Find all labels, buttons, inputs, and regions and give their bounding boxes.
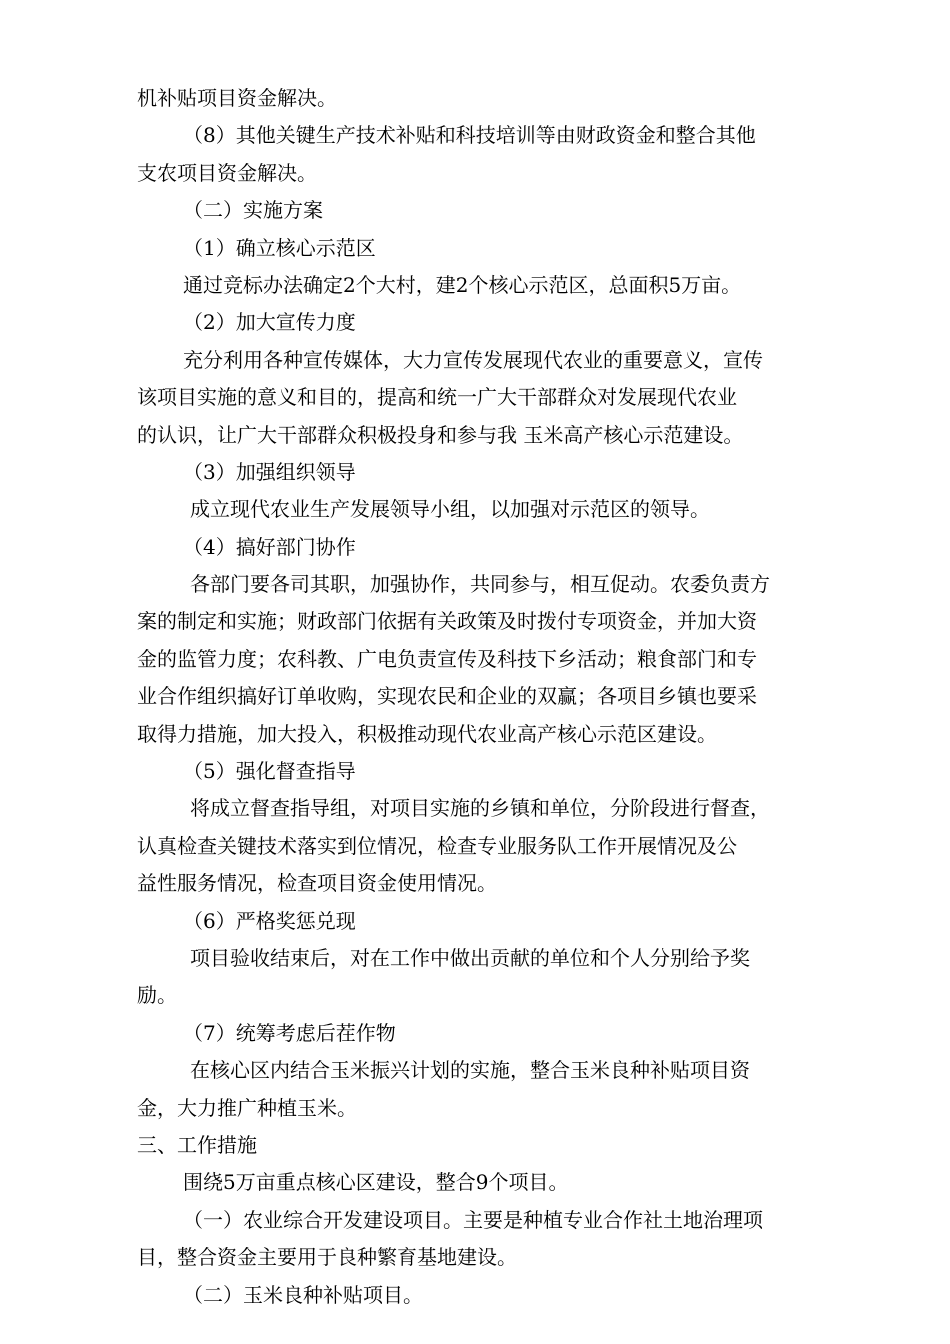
text-line: 案的制定和实施；财政部门依据有关政策及时拨付专项资金，并加大资 [137,609,757,634]
text-line: 目，整合资金主要用于良种繁育基地建设。 [137,1245,517,1270]
text-line: 的认识，让广大干部群众积极投身和参与我 玉米高产核心示范建设。 [137,422,744,447]
section-heading: 三、工作措施 [137,1132,257,1157]
subsection-heading: （5）强化督查指导 [183,759,356,784]
text-line: 金的监管力度；农科教、广电负责宣传及科技下乡活动；粮食部门和专 [137,646,757,671]
text-line: 该项目实施的意义和目的，提高和统一广大干部群众对发展现代农业 [137,385,737,410]
text-line: 充分利用各种宣传媒体，大力宣传发展现代农业的重要意义，宣传 [183,347,763,372]
text-line: （8）其他关键生产技术补贴和科技培训等由财政资金和整合其他 [183,123,756,148]
text-line: 励。 [137,983,177,1008]
text-line: 益性服务情况，检查项目资金使用情况。 [137,871,497,896]
subsection-heading: （6）严格奖惩兑现 [183,908,356,933]
text-line: 围绕5万亩重点核心区建设，整合9个项目。 [183,1170,569,1195]
text-line: 各部门要各司其职，加强协作，共同参与，相互促动。农委负责方 [190,572,770,597]
subsection-heading: （7）统筹考虑后茬作物 [183,1020,396,1045]
text-line: 通过竞标办法确定2个大村，建2个核心示范区，总面积5万亩。 [183,272,742,297]
document-body [137,80,813,1314]
section-heading: （二）玉米良种补贴项目。 [183,1282,423,1307]
text-line: 在核心区内结合玉米振兴计划的实施，整合玉米良种补贴项目资 [190,1058,750,1083]
text-line: （一）农业综合开发建设项目。主要是种植专业合作社土地治理项 [183,1207,763,1232]
subsection-heading: （4）搞好部门协作 [183,534,356,559]
text-line: 支农项目资金解决。 [137,160,317,185]
text-line: 认真检查关键技术落实到位情况，检查专业服务队工作开展情况及公 [137,833,737,858]
text-line: 机补贴项目资金解决。 [137,86,337,110]
subsection-heading: （1）确立核心示范区 [183,235,376,260]
text-line: 取得力措施，加大投入，积极推动现代农业高产核心示范区建设。 [137,721,717,746]
subsection-heading: （2）加大宣传力度 [183,310,356,335]
text-line: 金，大力推广种植玉米。 [137,1095,357,1120]
subsection-heading: （3）加强组织领导 [183,459,356,484]
text-line: 业合作组织搞好订单收购，实现农民和企业的双赢；各项目乡镇也要采 [137,684,757,709]
section-heading: （二）实施方案 [183,198,323,223]
text-line: 成立现代农业生产发展领导小组，以加强对示范区的领导。 [190,497,710,522]
text-line: 项目验收结束后，对在工作中做出贡献的单位和个人分别给予奖 [190,945,750,970]
text-line: 将成立督查指导组，对项目实施的乡镇和单位，分阶段进行督查， [190,796,770,821]
